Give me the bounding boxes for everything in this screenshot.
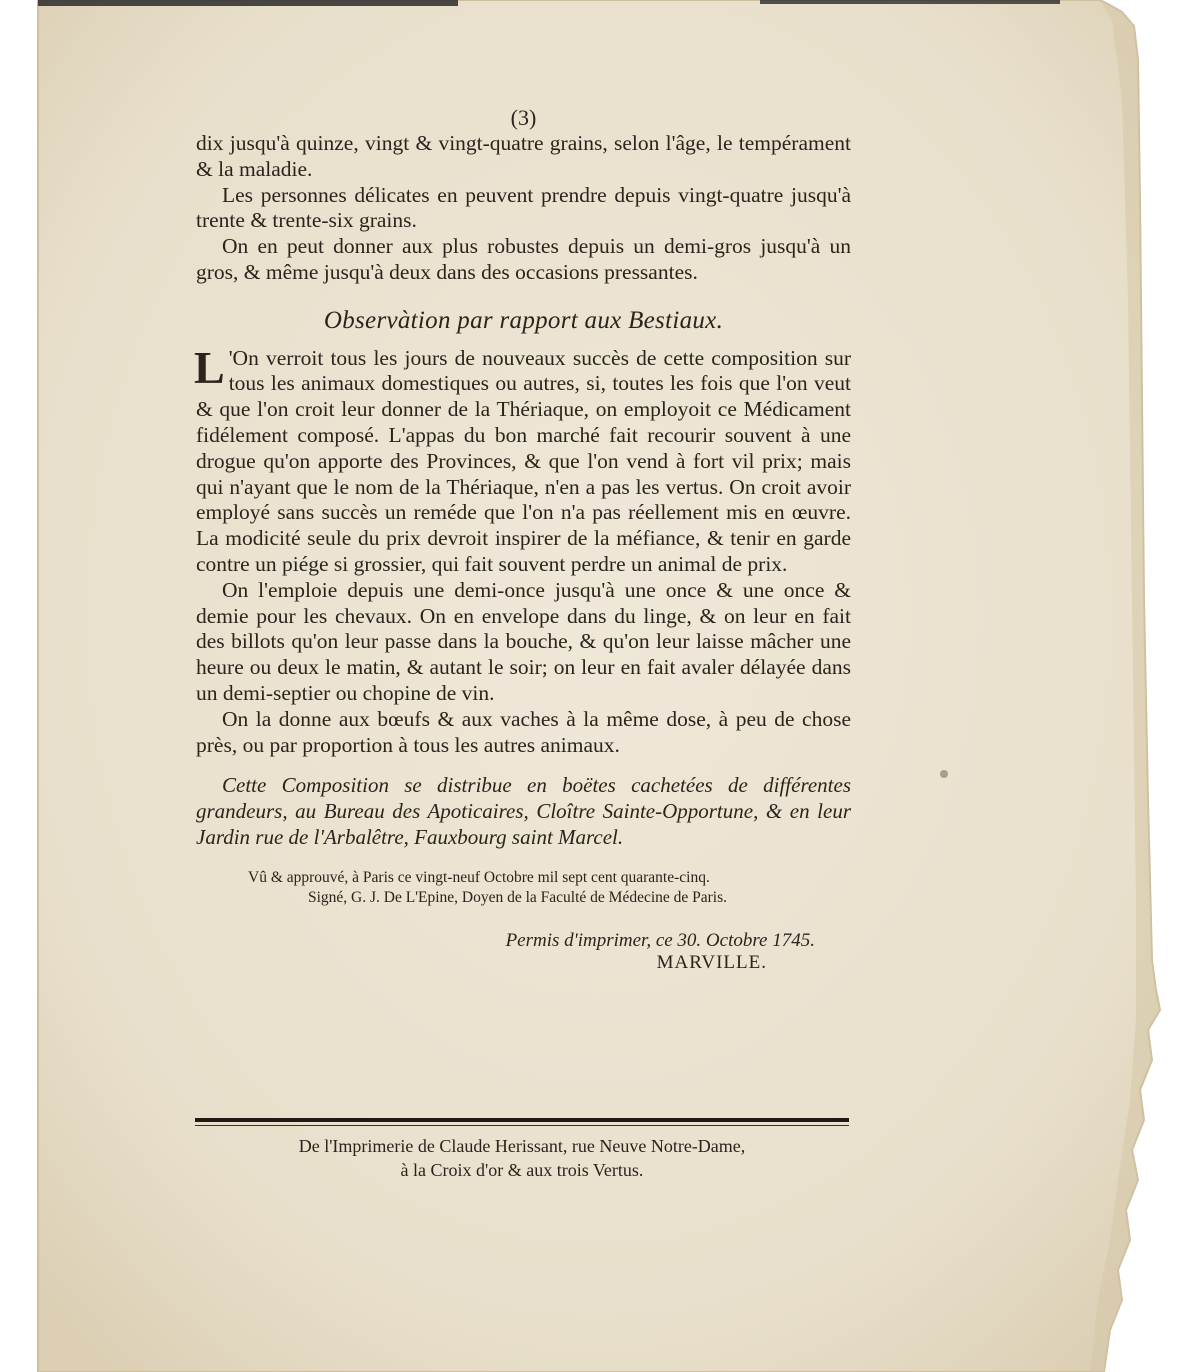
paragraph-dosage-1: dix jusqu'à quinze, vingt & vingt-quatre grains, selon l'âge, le tempérament & la maladie. [196,131,851,181]
paragraph-livestock-3: On la donne aux bœufs & aux vaches à la même dose, à peu de chose près, ou par proportion à tous les autres animaux. [196,706,851,757]
imprint-line-2: à la Croix d'or & aux trois Vertus. [400,1160,644,1180]
permis-signature: MARVILLE. [656,952,767,974]
approval-block [248,868,851,908]
paragraph-dosage-3: On en peut donner aux plus robustes depuis un demi-gros jusqu'à un gros, & même jusqu'à deux dans des occasions pressantes. [196,234,851,284]
paragraph-dosage-2: Les personnes délicates en peuvent prendre depuis vingt-quatre jusqu'à trente & trente-six grains. [196,182,851,233]
distribution-notice: Cette Composition se distribue en boëtes cachetées de différentes grandeurs, au Bureau des Apoticaires, Cloître Sainte-Opportune, & en leur Jardin rue de l'Arbalêtre, Fauxbourg saint Marcel. [196,773,851,850]
divider-rule-thin [195,1125,849,1126]
paragraph-livestock-1 [194,341,851,578]
printer-imprint [195,1134,849,1182]
permis-line: Permis d'imprimer, ce 30. Octobre 1745. [505,930,815,952]
imprint-line-1: De l'Imprimerie de Claude Herissant, rue Neuve Notre-Dame, [298,1136,746,1156]
paragraph-livestock-1-text: 'On verroit tous les jours de nouveaux succès de cette composition sur tous les animaux domestiques ou autres, si, toutes les fois que l'on veut & que l'on croit leur donner de la Thériaque, on employoit ce Médicament fidélement composé. L'appas du bon marché fait recourir souvent à une drogue qu'on apporte des Provinces, & que l'on vend à fort vil prix; mais qui n'ayant que le nom de la Thériaque, n'en a pas les vertus. On croit avoir employé sans succès un reméde que l'on n'a pas réellement mis en œuvre. La modicité seule du prix devroit inspirer de la méfiance, & tenir en garde contre un piége si grossier, qui fait souvent perdre un animal de prix. [196,345,851,576]
text-column [196,105,851,974]
approval-line-1: Vû & approuvé, à Paris ce vingt-neuf Octobre mil sept cent quarante-cinq. [248,869,710,887]
approval-line-2: Signé, G. J. De L'Epine, Doyen de la Faculté de Médecine de Paris. [308,889,728,907]
divider-rule-thick [195,1118,849,1122]
drop-cap: L [194,341,225,393]
printing-permission [196,930,851,974]
page-number: (3) [510,105,537,130]
section-heading: Observàtion par rapport aux Bestiaux. [323,306,724,334]
paragraph-livestock-2: On l'emploie depuis une demi-once jusqu'à une once & une once & demie pour les chevaux. On en envelope dans du linge, & on leur en fait des billots qu'on leur passe dans la bouche, & qu'on leur laisse mâcher une heure ou deux le matin, & autant le soir; on leur en fait avaler délayée dans un demi-septier ou chopine de vin. [196,577,851,705]
